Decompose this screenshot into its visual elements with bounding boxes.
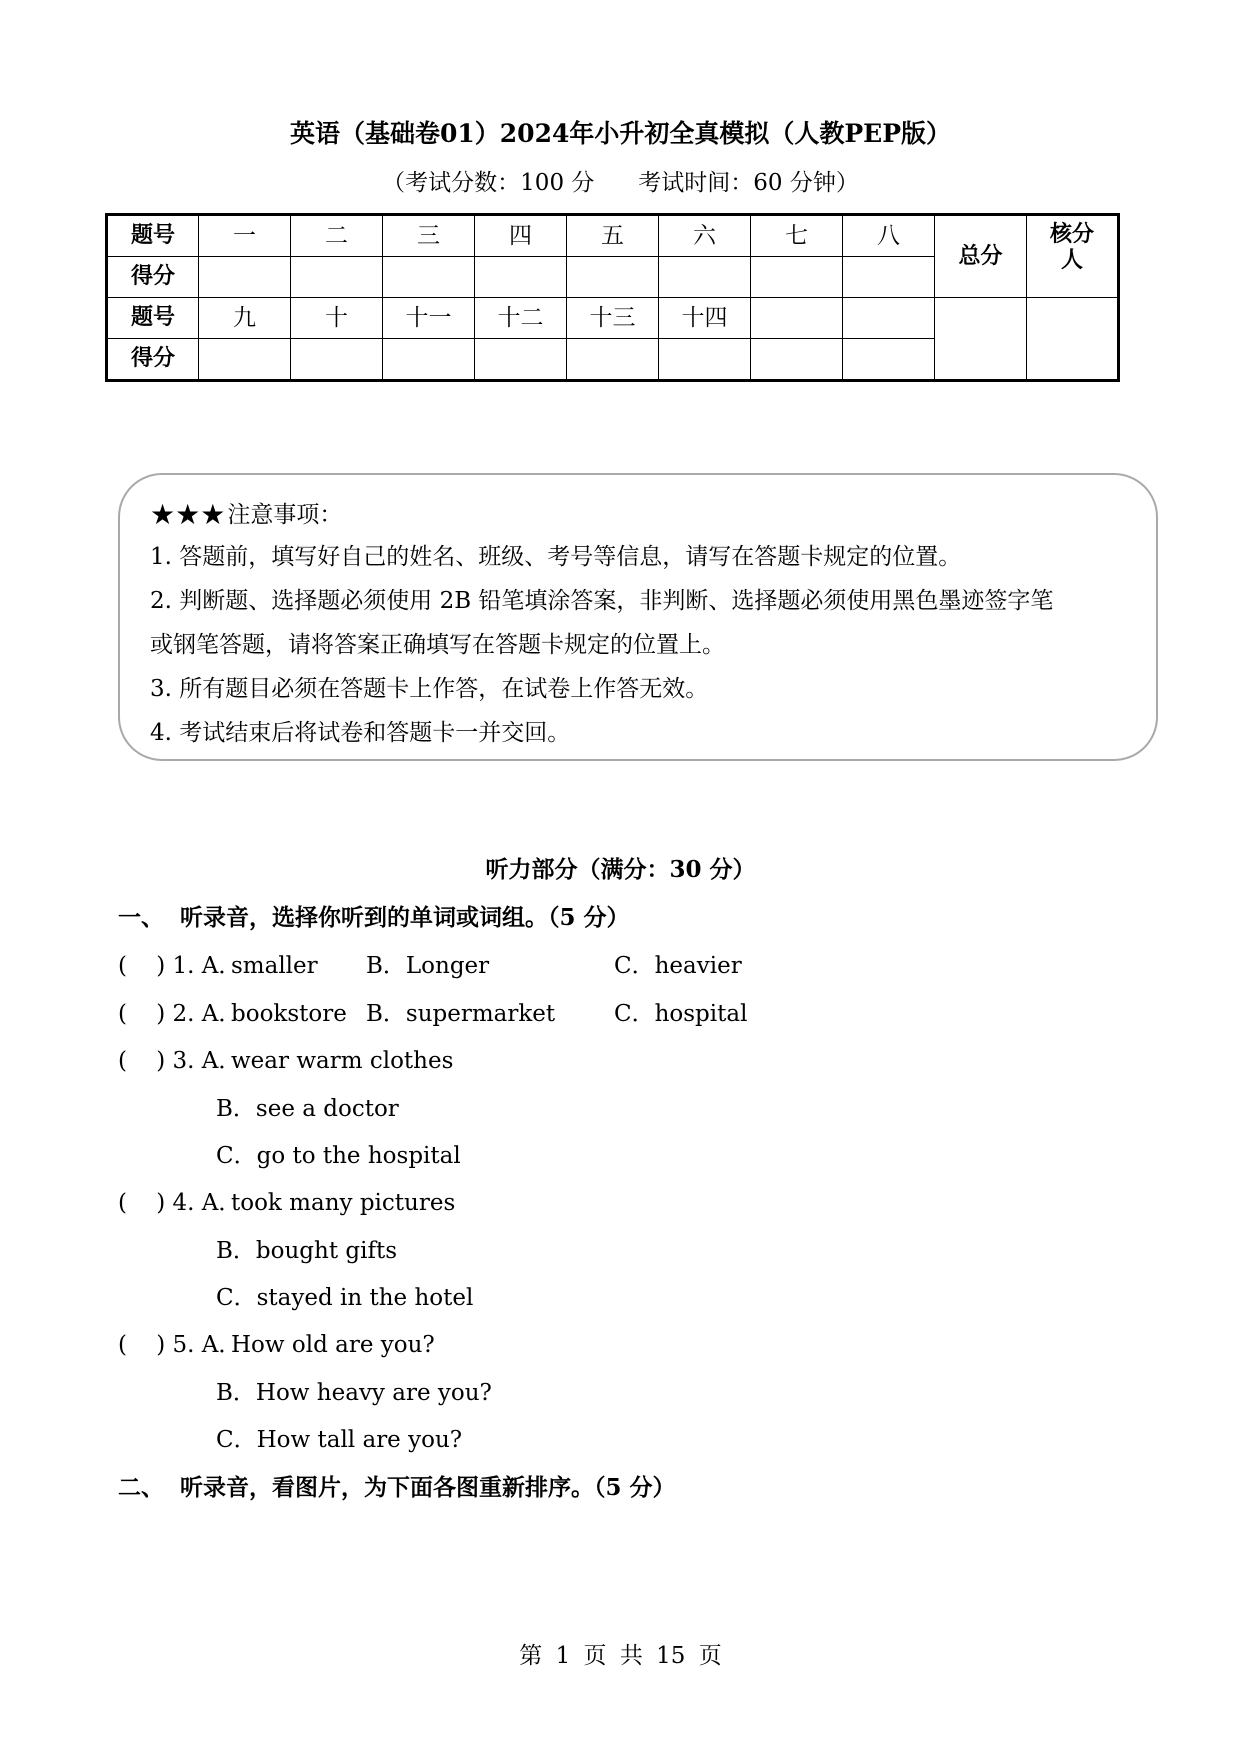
score-cell[interactable] <box>199 339 291 381</box>
notice-line: 或钢笔答题，请将答案正确填写在答题卡规定的位置上。 <box>150 632 725 658</box>
score-cell[interactable] <box>475 257 567 298</box>
q1-item-2-prefix: ( ) 2. A． <box>118 1001 242 1027</box>
score-cell[interactable] <box>567 339 659 381</box>
q1-item-5-option-a[interactable]: How old are you? <box>231 1332 435 1358</box>
question-number-cell: 五 <box>567 215 659 257</box>
score-cell[interactable] <box>751 339 843 381</box>
score-table-row <box>107 298 1119 339</box>
question-number-cell <box>843 298 935 339</box>
q1-item-2-option-b[interactable]: B．supermarket <box>366 1001 556 1027</box>
notice-line: 1. 答题前，填写好自己的姓名、班级、考号等信息，请写在答题卡规定的位置。 <box>150 544 962 570</box>
score-cell[interactable] <box>567 257 659 298</box>
question-number-cell: 六 <box>659 215 751 257</box>
score-cell[interactable] <box>199 257 291 298</box>
row-label-number: 题号 <box>107 298 199 339</box>
q1-item-1-option-b[interactable]: B．Longer <box>366 953 490 979</box>
listening-section-title: 听力部分（满分：30 分） <box>485 856 756 883</box>
score-cell[interactable] <box>291 339 383 381</box>
q1-item-5-option-c[interactable]: C．How tall are you? <box>216 1427 463 1453</box>
q1-item-1-option-c[interactable]: C．heavier <box>614 953 742 979</box>
score-cell[interactable] <box>475 339 567 381</box>
question-number-cell: 九 <box>199 298 291 339</box>
q1-item-4-option-c[interactable]: C．stayed in the hotel <box>216 1285 474 1311</box>
star-icon: ★★★ <box>150 498 226 531</box>
q1-item-3-prefix: ( ) 3. A． <box>118 1048 242 1074</box>
q1-item-5-option-b[interactable]: B．How heavy are you? <box>216 1380 492 1406</box>
q1-item-1-option-a[interactable]: smaller <box>231 953 318 979</box>
page-footer: 第 1 页 共 15 页 <box>519 1643 722 1669</box>
q1-item-4-option-b[interactable]: B．bought gifts <box>216 1238 398 1264</box>
total-score-label: 总分 <box>935 215 1027 298</box>
score-cell[interactable] <box>751 257 843 298</box>
notice-line: 4. 考试结束后将试卷和答题卡一并交回。 <box>150 720 571 746</box>
score-cell[interactable] <box>383 257 475 298</box>
score-cell[interactable] <box>843 339 935 381</box>
checker-cell[interactable] <box>1027 298 1119 381</box>
row-label-score: 得分 <box>107 257 199 298</box>
question-number-cell: 十 <box>291 298 383 339</box>
question-number-cell: 七 <box>751 215 843 257</box>
question-2-heading: 二、 听录音，看图片，为下面各图重新排序。（5 分） <box>118 1474 676 1501</box>
q1-item-1-prefix: ( ) 1. A． <box>118 953 242 979</box>
notice-line: 3. 所有题目必须在答题卡上作答，在试卷上作答无效。 <box>150 676 709 702</box>
q1-item-2-option-c[interactable]: C．hospital <box>614 1001 748 1027</box>
row-label-score: 得分 <box>107 339 199 381</box>
q1-item-3-option-b[interactable]: B．see a doctor <box>216 1096 399 1122</box>
question-number-cell: 一 <box>199 215 291 257</box>
question-number-cell: 四 <box>475 215 567 257</box>
exam-subtitle: （考试分数：100 分 考试时间：60 分钟） <box>382 170 859 196</box>
row-label-number: 题号 <box>107 215 199 257</box>
question-1-heading: 一、 听录音，选择你听到的单词或词组。（5 分） <box>118 904 630 931</box>
score-table <box>105 213 1120 382</box>
score-cell[interactable] <box>843 257 935 298</box>
checker-label <box>1027 215 1119 298</box>
q1-item-4-prefix: ( ) 4. A． <box>118 1190 242 1216</box>
question-number-cell: 十一 <box>383 298 475 339</box>
score-cell[interactable] <box>659 339 751 381</box>
q1-item-3-option-c[interactable]: C．go to the hospital <box>216 1143 461 1169</box>
notice-line: 2. 判断题、选择题必须使用 2B 铅笔填涂答案，非判断、选择题必须使用黑色墨迹签字笔 <box>150 588 1054 614</box>
score-cell[interactable] <box>291 257 383 298</box>
notice-heading <box>150 495 1126 535</box>
question-number-cell: 二 <box>291 215 383 257</box>
exam-title: 英语（基础卷01）2024年小升初全真模拟（人教PEP版） <box>289 119 952 148</box>
notice-box <box>118 473 1158 761</box>
q1-item-2-option-a[interactable]: bookstore <box>231 1001 347 1027</box>
question-number-cell: 十三 <box>567 298 659 339</box>
question-number-cell <box>751 298 843 339</box>
notice-content <box>150 495 1126 759</box>
q1-item-3-option-a[interactable]: wear warm clothes <box>231 1048 454 1074</box>
q1-item-4-option-a[interactable]: took many pictures <box>231 1190 456 1216</box>
question-number-cell: 十二 <box>475 298 567 339</box>
q1-item-5-prefix: ( ) 5. A． <box>118 1332 242 1358</box>
score-cell[interactable] <box>659 257 751 298</box>
notice-heading-text: 注意事项： <box>227 502 343 528</box>
question-number-cell: 十四 <box>659 298 751 339</box>
checker-label-text: 核分人 <box>1049 222 1094 273</box>
score-cell[interactable] <box>383 339 475 381</box>
question-number-cell: 三 <box>383 215 475 257</box>
score-table-row <box>107 215 1119 257</box>
question-number-cell: 八 <box>843 215 935 257</box>
total-score-cell[interactable] <box>935 298 1027 381</box>
